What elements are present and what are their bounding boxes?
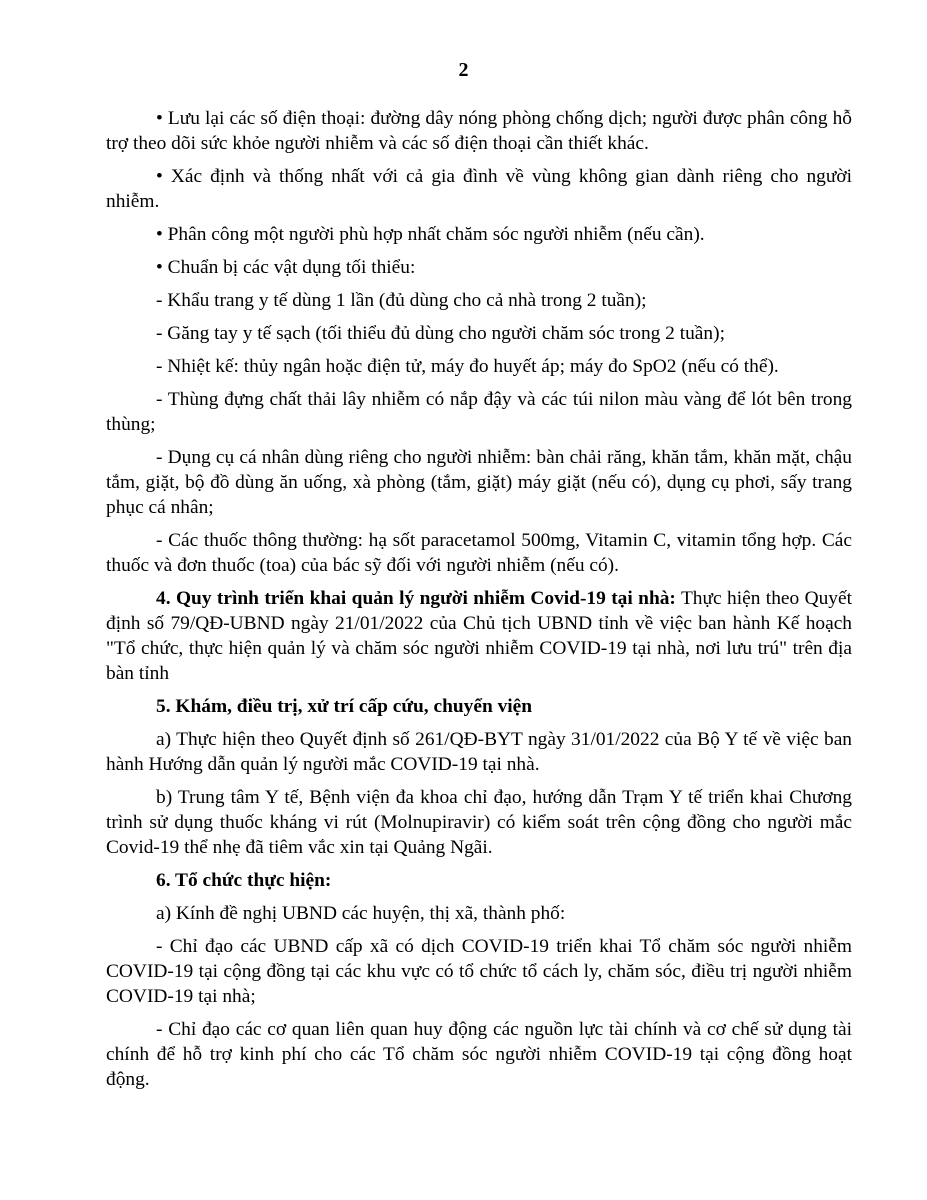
section-6-heading: 6. Tổ chức thực hiện:	[156, 870, 332, 891]
paragraph-assign-caregiver: • Phân công một người phù hợp nhất chăm sóc người nhiễm (nếu cần).	[156, 224, 705, 245]
paragraph-private-space: • Xác định và thống nhất với cả gia đình về vùng không gian dành riêng cho người nhiễm.	[106, 166, 852, 212]
section-4-text: Thực hiện theo Quyết định số 79/QĐ-UBND ngày 21/01/2022 của Chủ tịch UBND tỉnh về việc ban hành Kế hoạch "Tổ chức, thực hiện quản lý và chăm sóc người nhiễm COVID-19 tại nhà, nơi lưu trú" trên địa bàn tỉnh	[106, 588, 852, 684]
paragraph-save-phone-numbers: • Lưu lại các số điện thoại: đường dây nóng phòng chống dịch; người được phân công hỗ trợ theo dõi sức khỏe người nhiễm và các số điện thoại cần thiết khác.	[106, 108, 852, 154]
paragraph-6a-item-1: - Chỉ đạo các UBND cấp xã có dịch COVID-19 triển khai Tổ chăm sóc người nhiễm COVID-19 tại cộng đồng tại các khu vực có tổ chức tổ cách ly, chăm sóc, điều trị người nhiễm COVID-19 tại nhà;	[106, 936, 852, 1007]
paragraph-6a: a) Kính đề nghị UBND các huyện, thị xã, thành phố:	[156, 903, 566, 924]
paragraph-thermometer: - Nhiệt kế: thủy ngân hoặc điện tử, máy đo huyết áp; máy đo SpO2 (nếu có thể).	[156, 356, 779, 377]
section-4-heading: 4. Quy trình triển khai quản lý người nhiễm Covid-19 tại nhà:	[156, 588, 676, 609]
paragraph-gloves: - Găng tay y tế sạch (tối thiểu đủ dùng cho người chăm sóc trong 2 tuần);	[156, 323, 725, 344]
page-number: 2	[458, 59, 469, 81]
paragraph-5b: b) Trung tâm Y tế, Bệnh viện đa khoa chỉ đạo, hướng dẫn Trạm Y tế triển khai Chương trình sử dụng thuốc kháng vi rút (Molnupiravir) có kiểm soát trên cộng đồng cho người mắc Covid-19 thể nhẹ đã tiêm vắc xin tại Quảng Ngãi.	[106, 787, 852, 858]
paragraph-6a-item-2: - Chỉ đạo các cơ quan liên quan huy động các nguồn lực tài chính và cơ chế sử dụng tài chính để hỗ trợ kinh phí cho các Tổ chăm sóc người nhiễm COVID-19 tại cộng đồng hoạt động.	[106, 1019, 852, 1090]
paragraph-personal-items: - Dụng cụ cá nhân dùng riêng cho người nhiễm: bàn chải răng, khăn tắm, khăn mặt, chậu tắm, giặt, bộ đồ dùng ăn uống, xà phòng (tắm, giặt) máy giặt (nếu có), dụng cụ phơi, sấy trang phục cá nhân;	[106, 447, 852, 518]
paragraph-prepare-items: • Chuẩn bị các vật dụng tối thiểu:	[156, 257, 416, 278]
paragraph-medicines: - Các thuốc thông thường: hạ sốt paracetamol 500mg, Vitamin C, vitamin tổng hợp. Các thuốc và đơn thuốc (toa) của bác sỹ đối với người nhiễm (nếu có).	[106, 530, 852, 576]
section-5-heading: 5. Khám, điều trị, xử trí cấp cứu, chuyển viện	[156, 696, 533, 717]
paragraph-5a: a) Thực hiện theo Quyết định số 261/QĐ-BYT ngày 31/01/2022 của Bộ Y tế về việc ban hành Hướng dẫn quản lý người mắc COVID-19 tại nhà.	[106, 729, 852, 775]
paragraph-section-4	[106, 586, 852, 686]
paragraph-waste-bin: - Thùng đựng chất thải lây nhiễm có nắp đậy và các túi nilon màu vàng để lót bên trong thùng;	[106, 389, 852, 435]
document-body	[106, 106, 852, 1100]
paragraph-masks: - Khẩu trang y tế dùng 1 lần (đủ dùng cho cả nhà trong 2 tuần);	[156, 290, 647, 311]
